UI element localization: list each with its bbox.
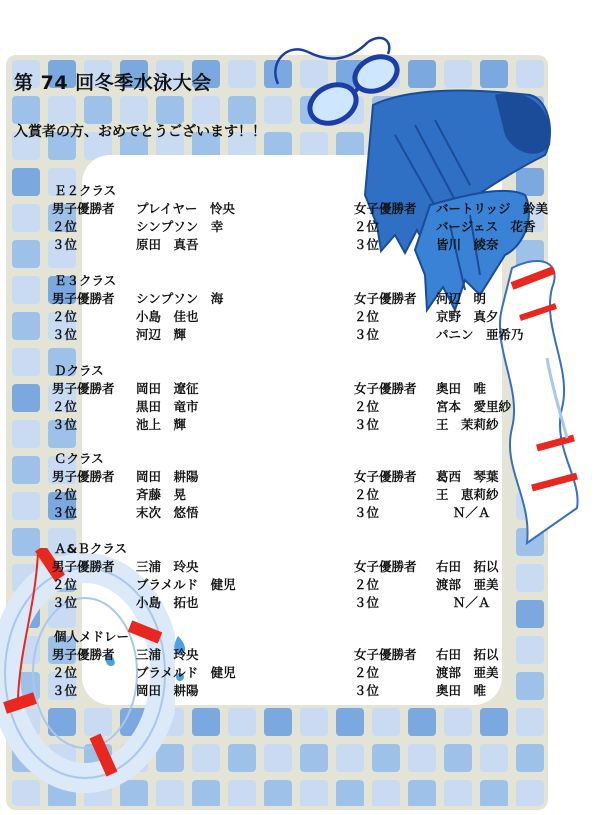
boys-rank-label: ２位 bbox=[52, 577, 78, 592]
pool-tile bbox=[516, 780, 544, 806]
girls-swimmer-name: Ｎ／Ａ bbox=[436, 505, 491, 520]
girls-rank-label: ２位 bbox=[354, 665, 380, 680]
result-row bbox=[52, 326, 524, 344]
boys-rank-label: 男子優勝者 bbox=[52, 201, 115, 216]
girls-rank-label: ３位 bbox=[354, 683, 380, 698]
girls-rank-label: ３位 bbox=[354, 417, 380, 432]
girls-swimmer-name: 王 茉莉紗 bbox=[436, 417, 499, 432]
boys-rank-label: ２位 bbox=[52, 487, 78, 502]
pool-tile bbox=[120, 96, 148, 124]
pool-tile bbox=[228, 708, 256, 736]
girls-rank-label: ２位 bbox=[354, 577, 380, 592]
pool-tile bbox=[372, 780, 400, 806]
pool-tile bbox=[192, 708, 220, 736]
boys-swimmer-name: ブラメルド 健児 bbox=[136, 665, 236, 680]
pool-tile bbox=[444, 780, 472, 806]
pool-tile bbox=[12, 312, 40, 340]
girls-rank-label: ２位 bbox=[354, 399, 380, 414]
pool-tile bbox=[516, 564, 544, 592]
boys-rank-label: ３位 bbox=[52, 417, 78, 432]
girls-swimmer-name: 皆川 綾奈 bbox=[436, 237, 499, 252]
boys-rank-label: ２位 bbox=[52, 665, 78, 680]
class-results bbox=[52, 182, 549, 254]
girls-rank-label: 女子優勝者 bbox=[354, 201, 417, 216]
result-row bbox=[52, 682, 487, 700]
class-heading: Ｄクラス bbox=[54, 363, 104, 378]
boys-swimmer-name: プレイヤー 怜央 bbox=[136, 201, 235, 216]
girls-swimmer-name: 右田 拓以 bbox=[436, 647, 499, 662]
congratulations-text: 入賞者の方、おめでとうございます！！ bbox=[14, 124, 266, 140]
result-row bbox=[52, 468, 499, 486]
class-heading: Ｅ３クラス bbox=[54, 273, 117, 288]
boys-swimmer-name: 小島 佳也 bbox=[136, 309, 199, 324]
result-row bbox=[52, 380, 487, 398]
girls-swimmer-name: 京野 真夕 bbox=[436, 309, 499, 324]
pool-tile bbox=[192, 744, 220, 772]
girls-rank-label: 女子優勝者 bbox=[354, 559, 417, 574]
pool-tile bbox=[408, 780, 436, 806]
result-row bbox=[52, 646, 499, 664]
boys-rank-label: 男子優勝者 bbox=[52, 559, 115, 574]
pool-tile bbox=[336, 780, 364, 806]
girls-rank-label: ３位 bbox=[354, 327, 380, 342]
result-row bbox=[52, 664, 499, 682]
pool-tile bbox=[480, 708, 508, 736]
poster-title: 第 74 回冬季水泳大会 bbox=[14, 72, 212, 94]
girls-swimmer-name: 奥田 唯 bbox=[436, 381, 487, 396]
pool-tile bbox=[444, 708, 472, 736]
girls-rank-label: 女子優勝者 bbox=[354, 291, 417, 306]
result-row bbox=[52, 236, 499, 254]
boys-rank-label: 男子優勝者 bbox=[52, 647, 115, 662]
girls-rank-label: ３位 bbox=[354, 237, 380, 252]
girls-swimmer-name: 奥田 唯 bbox=[436, 683, 487, 698]
boys-swimmer-name: 小島 拓也 bbox=[136, 595, 199, 610]
pool-tile bbox=[12, 276, 40, 304]
result-row bbox=[52, 218, 536, 236]
pool-tile bbox=[264, 708, 292, 736]
pool-tile bbox=[516, 744, 544, 772]
pool-tile bbox=[336, 708, 364, 736]
boys-rank-label: ３位 bbox=[52, 505, 78, 520]
result-row bbox=[52, 308, 499, 326]
girls-swimmer-name: 王 恵莉紗 bbox=[436, 487, 499, 502]
girls-swimmer-name: 河辺 明 bbox=[436, 291, 487, 306]
pool-tile bbox=[300, 708, 328, 736]
pool-tile bbox=[12, 168, 40, 196]
pool-tile bbox=[444, 744, 472, 772]
boys-rank-label: 男子優勝者 bbox=[52, 469, 115, 484]
boys-rank-label: ２位 bbox=[52, 399, 78, 414]
pool-tile bbox=[228, 60, 256, 88]
result-row bbox=[52, 594, 491, 612]
class-heading: Ａ&Ｂクラス bbox=[54, 541, 128, 556]
pool-tile bbox=[12, 348, 40, 376]
pool-tile bbox=[516, 600, 544, 628]
class-heading: Ｅ２クラス bbox=[54, 183, 117, 198]
boys-rank-label: ３位 bbox=[52, 595, 78, 610]
pool-tile bbox=[12, 384, 40, 412]
boys-swimmer-name: 池上 輝 bbox=[136, 417, 187, 432]
boys-rank-label: ３位 bbox=[52, 237, 78, 252]
result-row bbox=[52, 290, 487, 308]
boys-rank-label: ２位 bbox=[52, 219, 78, 234]
boys-swimmer-name: 岡田 耕陽 bbox=[136, 469, 199, 484]
girls-swimmer-name: 葛西 琴葉 bbox=[436, 469, 499, 484]
boys-swimmer-name: 斉藤 晃 bbox=[136, 487, 187, 502]
pool-tile bbox=[12, 240, 40, 268]
pool-tile bbox=[12, 204, 40, 232]
pool-tile bbox=[336, 744, 364, 772]
boys-swimmer-name: 三浦 玲央 bbox=[136, 647, 199, 662]
pool-tile bbox=[228, 744, 256, 772]
result-row bbox=[52, 504, 491, 522]
girls-swimmer-name: 渡部 亜美 bbox=[436, 665, 499, 680]
boys-swimmer-name: 三浦 玲央 bbox=[136, 559, 199, 574]
pool-tile bbox=[84, 96, 112, 124]
boys-rank-label: ２位 bbox=[52, 309, 78, 324]
boys-swimmer-name: 原田 真吾 bbox=[136, 237, 199, 252]
pool-tile bbox=[192, 96, 220, 124]
result-row bbox=[52, 486, 499, 504]
girls-rank-label: ３位 bbox=[354, 595, 380, 610]
girls-rank-label: 女子優勝者 bbox=[354, 381, 417, 396]
class-results bbox=[52, 450, 499, 522]
girls-swimmer-name: 渡部 亜美 bbox=[436, 577, 499, 592]
pool-tile bbox=[228, 780, 256, 806]
pool-tile bbox=[408, 744, 436, 772]
pool-tile bbox=[12, 420, 40, 448]
girls-swimmer-name: 右田 拓以 bbox=[436, 559, 499, 574]
boys-swimmer-name: ブラメルド 健児 bbox=[136, 577, 236, 592]
boys-swimmer-name: 岡田 遼征 bbox=[136, 381, 199, 396]
boys-swimmer-name: シンプソン 幸 bbox=[136, 219, 224, 234]
girls-rank-label: ２位 bbox=[354, 219, 380, 234]
boys-rank-label: 男子優勝者 bbox=[52, 291, 115, 306]
class-results bbox=[52, 362, 512, 434]
pool-tile bbox=[372, 708, 400, 736]
girls-rank-label: ２位 bbox=[354, 487, 380, 502]
pool-tile bbox=[516, 708, 544, 736]
pool-tile bbox=[300, 744, 328, 772]
pool-tile bbox=[12, 492, 40, 520]
pool-tile bbox=[264, 744, 292, 772]
class-heading: 個人メドレー bbox=[54, 629, 130, 644]
pool-tile bbox=[48, 96, 76, 124]
boys-swimmer-name: 黒田 竜市 bbox=[136, 399, 199, 414]
girls-swimmer-name: パニン 亜希乃 bbox=[436, 327, 524, 342]
result-row bbox=[52, 398, 512, 416]
pool-tile bbox=[300, 780, 328, 806]
pool-tile bbox=[372, 744, 400, 772]
boys-rank-label: 男子優勝者 bbox=[52, 381, 115, 396]
pool-tile bbox=[192, 780, 220, 806]
girls-swimmer-name: Ｎ／Ａ bbox=[436, 595, 491, 610]
pool-tile bbox=[516, 672, 544, 700]
pool-tile bbox=[480, 780, 508, 806]
pool-tile bbox=[12, 96, 40, 124]
result-row bbox=[52, 416, 499, 434]
pool-tile bbox=[228, 96, 256, 124]
pool-tile bbox=[480, 744, 508, 772]
boys-swimmer-name: 末次 悠悟 bbox=[136, 505, 199, 520]
pool-tile bbox=[408, 708, 436, 736]
boys-swimmer-name: シンプソン 海 bbox=[136, 291, 224, 306]
result-row bbox=[52, 558, 499, 576]
pool-tile bbox=[264, 780, 292, 806]
class-results bbox=[52, 628, 499, 700]
class-results bbox=[52, 272, 524, 344]
boys-rank-label: ３位 bbox=[52, 327, 78, 342]
result-row bbox=[52, 200, 549, 218]
class-heading: Ｃクラス bbox=[54, 451, 104, 466]
girls-rank-label: 女子優勝者 bbox=[354, 469, 417, 484]
pool-tile bbox=[12, 456, 40, 484]
result-row bbox=[52, 576, 499, 594]
boys-swimmer-name: 岡田 耕陽 bbox=[136, 683, 199, 698]
girls-rank-label: 女子優勝者 bbox=[354, 647, 417, 662]
girls-rank-label: ２位 bbox=[354, 309, 380, 324]
boys-swimmer-name: 河辺 輝 bbox=[136, 327, 187, 342]
girls-swimmer-name: バートリッジ 鈴美 bbox=[436, 201, 549, 216]
pool-tile bbox=[156, 96, 184, 124]
girls-rank-label: ３位 bbox=[354, 505, 380, 520]
boys-rank-label: ３位 bbox=[52, 683, 78, 698]
girls-swimmer-name: バージェス 花香 bbox=[436, 219, 536, 234]
class-results bbox=[52, 540, 499, 612]
pool-tile bbox=[516, 636, 544, 664]
girls-swimmer-name: 宮本 愛里紗 bbox=[436, 399, 512, 414]
